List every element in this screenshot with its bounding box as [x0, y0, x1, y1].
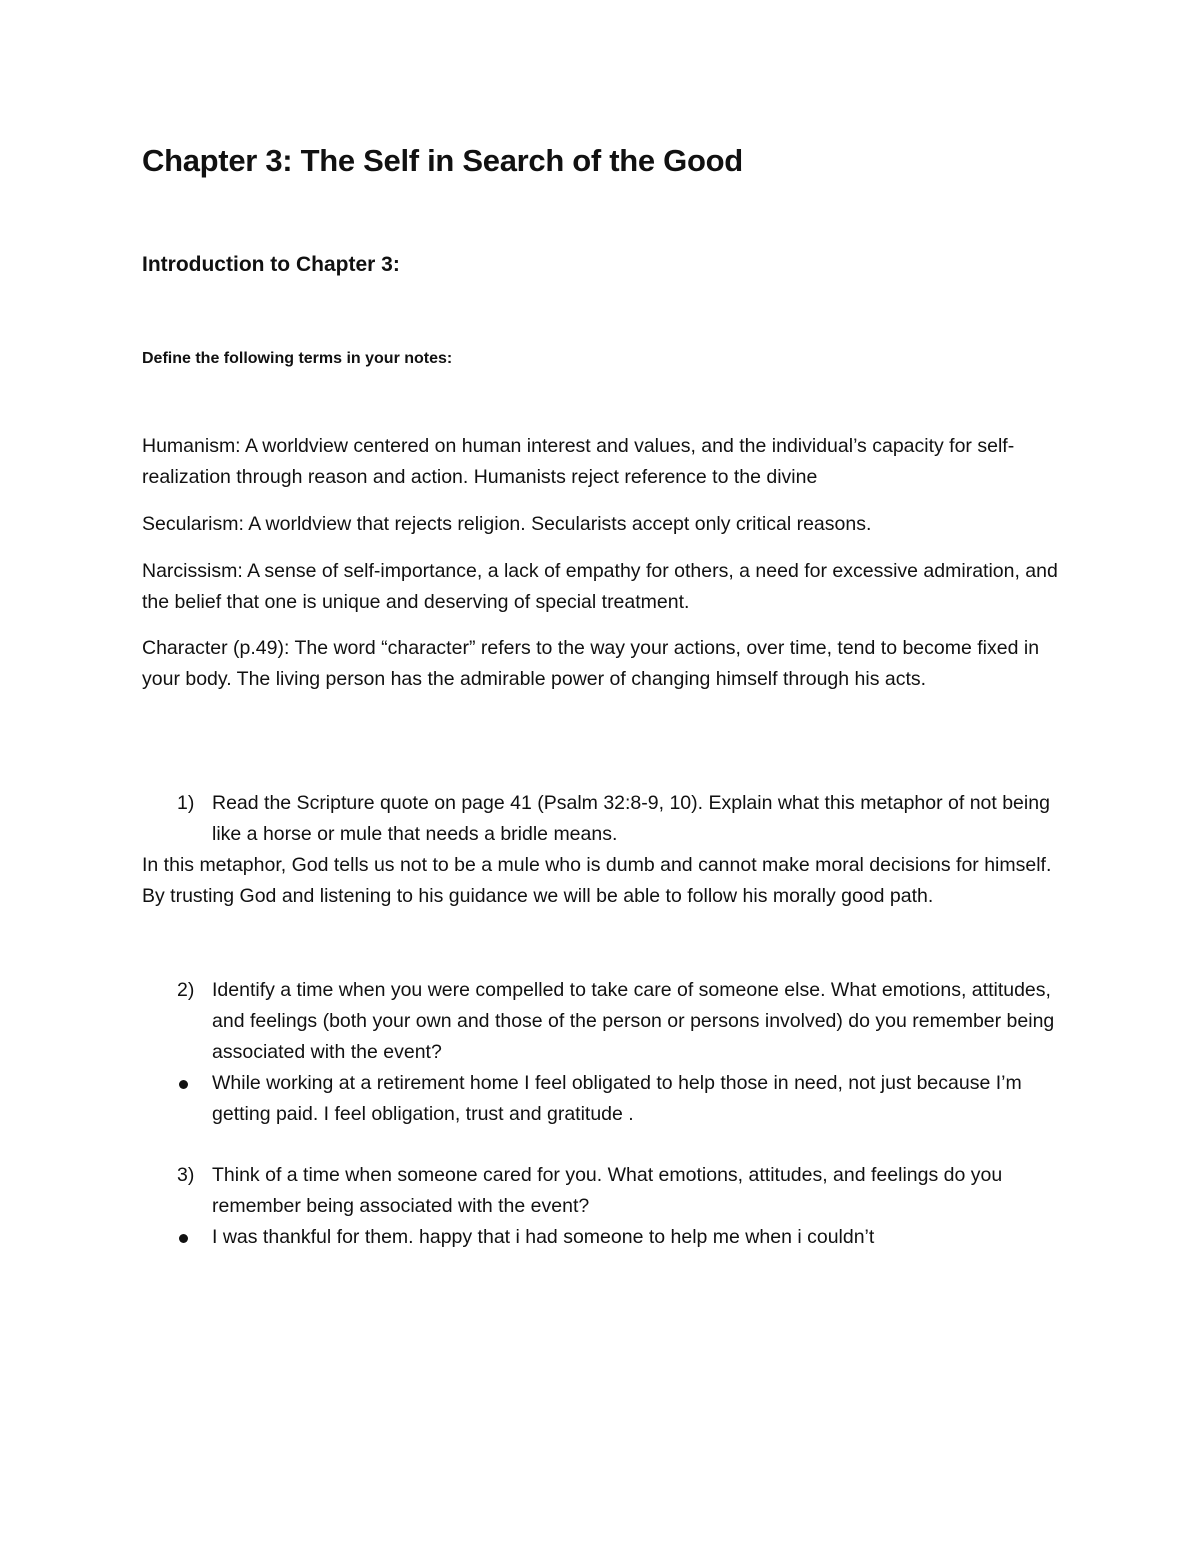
answer-text: While working at a retirement home I feel obligated to help those in need, not just because I’m getting paid. I feel obligation, trust and gratitude . — [212, 1072, 1022, 1125]
question-number: 2) — [177, 979, 195, 1001]
question-3 — [142, 1160, 1072, 1222]
question-2 — [142, 975, 1072, 1068]
question-1 — [142, 788, 1072, 850]
page-title: Chapter 3: The Self in Search of the Good — [142, 143, 743, 178]
answer-text: I was thankful for them. happy that i had someone to help me when i couldn’t — [212, 1226, 875, 1248]
question-text: Read the Scripture quote on page 41 (Psalm 32:8-9, 10). Explain what this metaphor of not being like a horse or mule that needs a bridle means. — [212, 792, 1050, 845]
definition-character: Character (p.49): The word “character” refers to the way your actions, over time, tend to become fixed in your body. The living person has the admirable power of changing himself through his acts. — [142, 637, 1040, 690]
bullet-icon — [179, 1080, 188, 1089]
answer-1: In this metaphor, God tells us not to be a mule who is dumb and cannot make moral decisions for himself. By trusting God and listening to his guidance we will be able to follow his morally good path. — [142, 854, 1052, 907]
definition-narcissism: Narcissism: A sense of self-importance, a lack of empathy for others, a need for excessive admiration, and the belief that one is unique and deserving of special treatment. — [142, 560, 1058, 613]
instruction-text: Define the following terms in your notes: — [142, 350, 453, 367]
question-text: Identify a time when you were compelled to take care of someone else. What emotions, attitudes, and feelings (both your own and those of the person or persons involved) do you remember being associated with the event? — [212, 979, 1055, 1063]
answer-2 — [142, 1068, 1072, 1130]
answer-3 — [142, 1222, 1072, 1253]
definition-humanism: Humanism: A worldview centered on human interest and values, and the individual’s capacity for self-realization through reason and action. Humanists reject reference to the divine — [142, 435, 1015, 488]
question-number: 1) — [177, 792, 195, 814]
question-text: Think of a time when someone cared for you. What emotions, attitudes, and feelings do you remember being associated with the event? — [212, 1164, 1003, 1217]
bullet-icon — [179, 1234, 188, 1243]
question-number: 3) — [177, 1164, 195, 1186]
section-heading: Introduction to Chapter 3: — [142, 253, 400, 276]
definition-secularism: Secularism: A worldview that rejects religion. Secularists accept only critical reasons. — [142, 513, 872, 535]
